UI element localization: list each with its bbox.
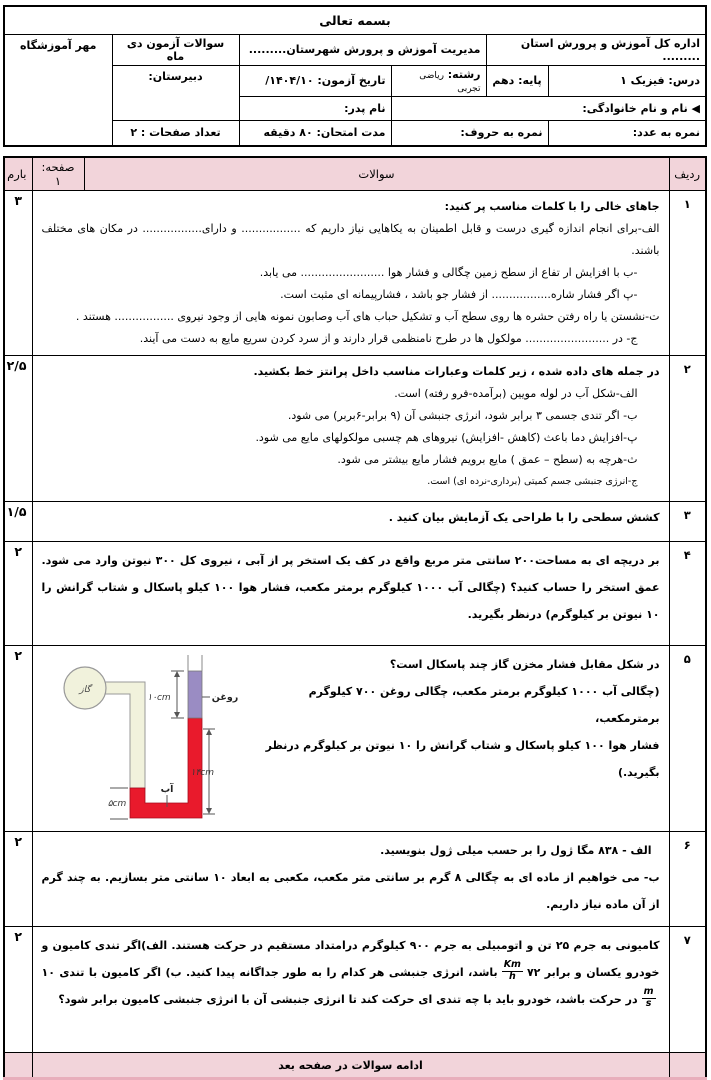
question-body bbox=[32, 191, 669, 356]
question-score: ۲ bbox=[4, 542, 32, 646]
water-height-label: ۱۴cm bbox=[190, 768, 214, 778]
water-label: آب bbox=[160, 784, 173, 795]
question-body bbox=[32, 542, 669, 646]
major-cell bbox=[391, 65, 486, 96]
question-score: ۲ bbox=[4, 646, 32, 832]
question-line: پ-افزایش دما باعث (کاهش -افزایش) نیروهای هم چسبی مولکولهای مایع می شود. bbox=[255, 431, 638, 444]
question-number: ۲ bbox=[669, 356, 706, 502]
question-text-block bbox=[247, 651, 660, 786]
question-line: ب- می خواهیم از ماده ای به چگالی ۸ گرم بر سانتی متر مکعب، مکعبی به ابعاد ۱۰ سانتی متر بسازیم. به چند گرم از آن ماده نیاز داریم. bbox=[41, 871, 660, 911]
continue-next-page-note: ادامه سوالات در صفحه بعد bbox=[32, 1053, 669, 1079]
question-segment: در حرکت باشد، خودرو باید با چه تندی ای حرکت کند تا انرژی جنبشی آن با انرژی جنبشی کامیون برابر شود؟ bbox=[58, 993, 638, 1006]
oil-height-label: ۱۰cm bbox=[146, 693, 171, 703]
school-stamp-box: مهر آموزشگاه bbox=[4, 34, 112, 146]
page-number-badge: صفحه: ۱ bbox=[32, 157, 84, 191]
exam-date-label: تاریخ آزمون: bbox=[317, 74, 386, 87]
city-management-label: مدیریت آموزش و پرورش شهرستان......... bbox=[239, 34, 486, 65]
exam-duration-label: مدت امتحان: ۸۰ دقیقه bbox=[239, 120, 391, 146]
question-row bbox=[4, 191, 706, 356]
question-title: جاهای خالی را با کلمات مناسب پر کنید: bbox=[444, 200, 660, 213]
question-line: ت-نشستن یا راه رفتن حشره ها روی سطح آب و تشکیل حباب های آب وصابون نمونه هایی از وجود نیروی ................. هستند . bbox=[75, 310, 660, 323]
questions-header-row bbox=[4, 157, 706, 191]
pages-count-label: تعداد صفحات : ۲ bbox=[112, 120, 239, 146]
score-number-field: نمره به عدد: bbox=[548, 120, 706, 146]
question-segment: کامیونی به جرم ۲۵ تن و اتومبیلی به جرم ۹۰۰ کیلوگرم درامتداد مستقیم در حرکت هستند. الف)اگر تندی کامیون و خودرو یکسان و برابر ۷۲ bbox=[41, 939, 660, 979]
question-score: ۱/۵ bbox=[4, 502, 32, 542]
question-row bbox=[4, 646, 706, 832]
question-segment: باشد، انرژی جنبشی هر کدام را به طور جداگانه پیدا کنید. ب) اگر کامیون با تندی ۱۰ bbox=[41, 966, 498, 979]
question-line: -ب با افزایش ار تفاع از سطح زمین چگالی و فشار هوا ........................ می یابد. bbox=[259, 266, 638, 279]
question-line: الف-برای انجام اندازه گیری درست و قابل اطمینان به یکاهایی نیاز داریم که ................. و دارای................. در مکان های مختلف باشند. bbox=[41, 222, 660, 257]
question-row bbox=[4, 832, 706, 927]
score-words-field: نمره به حروف: bbox=[391, 120, 548, 146]
questions-table bbox=[3, 156, 707, 1080]
question-line: ج- در ........................ مولکول ها در طرح نامنظمی قرار دارند و از سرد کردن سریع مایع به دست می آیند. bbox=[139, 332, 638, 345]
question-line: الف-شکل آب در لوله مویین (برآمده-فرو رفته) است. bbox=[394, 387, 638, 400]
question-title: در جمله های داده شده ، زیر کلمات وعبارات مناسب داخل پرانتز خط بکشید. bbox=[253, 365, 660, 378]
course-label: درس: فیزیک ۱ bbox=[548, 65, 706, 96]
meter-per-second-fraction: $\frac{m}{s}$ bbox=[643, 985, 654, 1009]
header-table bbox=[3, 5, 707, 147]
question-row bbox=[4, 927, 706, 1053]
oil-label: روغن bbox=[211, 692, 238, 703]
question-line: ب- اگر تندی جسمی ۳ برابر شود، انرژی جنبشی آن (۹ برابر-۶بربر) می شود. bbox=[287, 409, 638, 422]
question-line: (چگالی آب ۱۰۰۰ کیلوگرم برمتر مکعب، چگالی روغن ۷۰۰ کیلوگرم برمترمکعب، bbox=[308, 685, 660, 725]
question-row bbox=[4, 542, 706, 646]
question-number: ۵ bbox=[669, 646, 706, 832]
exam-date-value: ۱۴۰۴/۱۰/ bbox=[265, 74, 314, 87]
gas-label: گاز bbox=[78, 685, 91, 695]
footer-row bbox=[4, 1053, 706, 1079]
questions-header: سوالات bbox=[84, 157, 669, 191]
major-value: ریاضی تجربی bbox=[419, 70, 481, 94]
province-office-label: اداره کل آموزش و پرورش استان ......... bbox=[486, 34, 706, 65]
grade-label: پایه: دهم bbox=[486, 65, 548, 96]
question-line: -پ اگر فشار شاره................. از فشار جو باشد ، فشارپیمانه ای مثبت است. bbox=[280, 288, 638, 301]
question-body bbox=[32, 502, 669, 542]
question-text: بر دریچه ای به مساحت۲۰۰ سانتی متر مربع واقع در کف یک استخر پر از آبی ، نیروی کل ۳۰۰ نیوتن وارد می شود. عمق استخر را حساب کنید؟ (چگالی آب ۱۰۰۰ کیلوگرم برمتر مکعب، فشار هوا ۱۰۰ کیلو پاسکال و شتاب گرانش را ۱۰ نیوتن بر کیلوگرم) درنظر بگیرید. bbox=[41, 554, 660, 621]
question-score: ۲ bbox=[4, 832, 32, 927]
question-line: الف - ۸۳۸ مگا ژول را بر حسب میلی ژول بنویسید. bbox=[380, 844, 652, 857]
question-score: ۳ bbox=[4, 191, 32, 356]
major-label: رشته: bbox=[447, 67, 481, 81]
question-text bbox=[42, 932, 660, 1013]
question-row bbox=[4, 356, 706, 502]
question-line: ج-انرژی جنبشی جسم کمیتی (برداری-نرده ای) است. bbox=[427, 476, 638, 487]
question-number: ۶ bbox=[669, 832, 706, 927]
gas-tube bbox=[103, 682, 145, 788]
question-number: ۷ bbox=[669, 927, 706, 1053]
question-title: کشش سطحی را با طراحی یک آزمایش بیان کنید . bbox=[388, 511, 660, 524]
exam-month-label: سوالات آزمون دی ماه bbox=[112, 34, 239, 65]
student-name-field: ◀ نام و نام خانوادگی: bbox=[391, 96, 706, 120]
question-body bbox=[32, 646, 669, 832]
question-number: ۳ bbox=[669, 502, 706, 542]
question-score: ۲/۵ bbox=[4, 356, 32, 502]
score-header: بارم bbox=[4, 157, 32, 191]
question-number: ۴ bbox=[669, 542, 706, 646]
footer-spacer bbox=[4, 1053, 32, 1079]
question-line: فشار هوا ۱۰۰ کیلو پاسکال و شتاب گرانش را ۱۰ نیوتن بر کیلوگرم درنظر بگیرید.) bbox=[265, 739, 660, 779]
row-number-header: ردیف bbox=[669, 157, 706, 191]
manometer-figure bbox=[42, 651, 247, 826]
question-body bbox=[32, 832, 669, 927]
question-line: ث-هرچه به (سطح – عمق ) مایع برویم فشار مایع بیشتر می شود. bbox=[337, 453, 638, 466]
question-line: در شکل مقابل فشار مخزن گاز چند پاسکال است؟ bbox=[389, 658, 660, 671]
km-per-hour-fraction: $\frac{Km}{h}$ bbox=[503, 958, 521, 982]
exam-date-cell bbox=[239, 65, 391, 96]
footer-spacer bbox=[669, 1053, 706, 1079]
question-row bbox=[4, 502, 706, 542]
father-name-field: نام پدر: bbox=[239, 96, 391, 120]
basmala-title: بسمه تعالی bbox=[4, 6, 706, 34]
question-body bbox=[32, 927, 669, 1053]
highschool-field: دبیرستان: bbox=[112, 65, 239, 120]
left-height-label: ۵cm bbox=[107, 799, 126, 809]
question-score: ۲ bbox=[4, 927, 32, 1053]
question-number: ۱ bbox=[669, 191, 706, 356]
question-body bbox=[32, 356, 669, 502]
oil-column bbox=[188, 671, 202, 718]
